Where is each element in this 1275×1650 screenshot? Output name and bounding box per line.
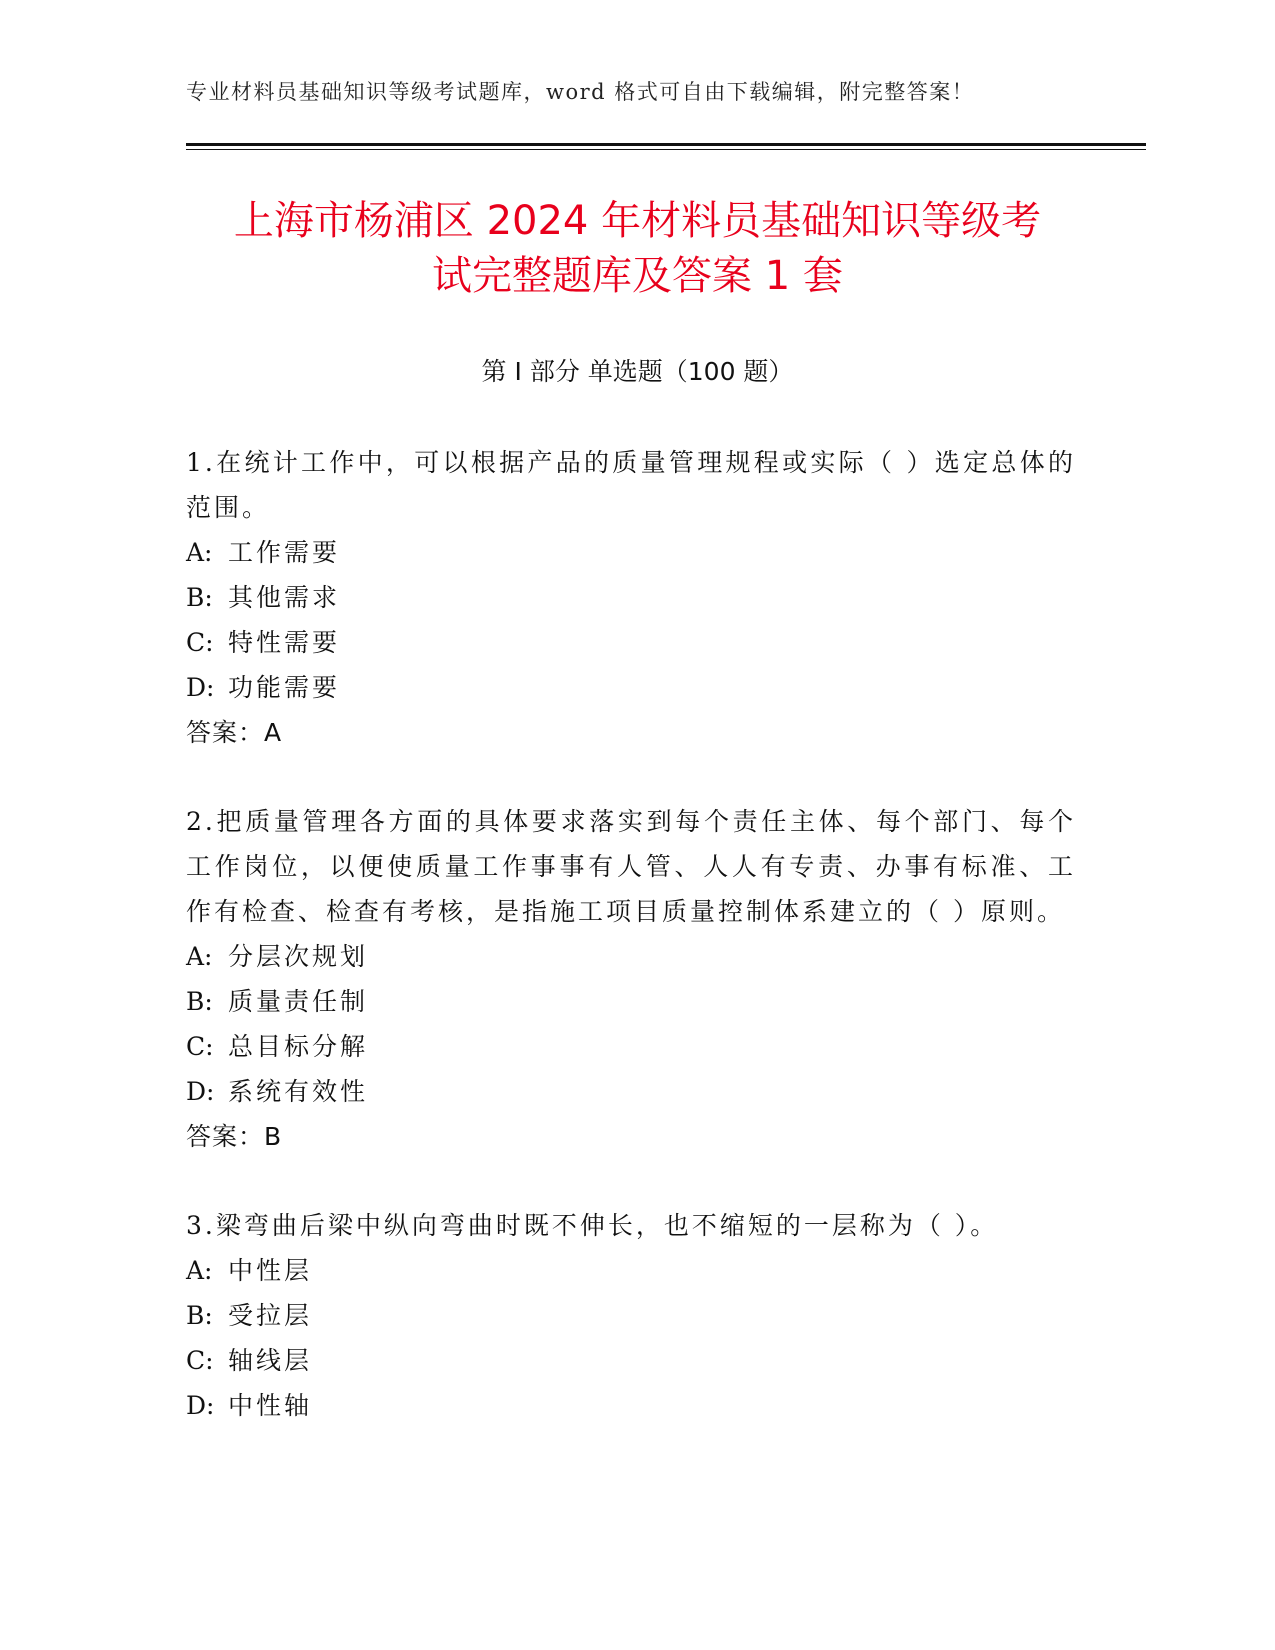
question-text: 1.在统计工作中，可以根据产品的质量管理规程或实际（ ）选定总体的范围。 (186, 448, 1076, 522)
option-letter: D: (186, 1391, 215, 1420)
option-letter: A: (186, 942, 213, 971)
option-letter: A: (186, 538, 213, 567)
option-text: 质量责任制 (228, 987, 369, 1016)
option-b (186, 1293, 1076, 1338)
option-text: 受拉层 (228, 1301, 313, 1330)
option-c (186, 620, 1076, 665)
option-c (186, 1024, 1076, 1069)
option-text: 其他需求 (228, 583, 341, 612)
document-title-line1: 上海市杨浦区 2024 年材料员基础知识等级考 (233, 198, 1042, 244)
option-c (186, 1338, 1076, 1383)
question-text: 2.把质量管理各方面的具体要求落实到每个责任主体、每个部门、每个工作岗位，以便使质量工作事事有人管、人人有专责、办事有标准、工作有检查、检查有考核，是指施工项目质量控制体系建立的（ ）原则。 (186, 807, 1076, 926)
answer-line: 答案：B (186, 1122, 283, 1151)
question-text: 3.梁弯曲后梁中纵向弯曲时既不伸长，也不缩短的一层称为（ ）。 (186, 1211, 999, 1240)
option-letter: D: (186, 673, 215, 702)
header-rule-thin (186, 149, 1146, 150)
header-note: 专业材料员基础知识等级考试题库，word 格式可自由下载编辑，附完整答案！ (186, 80, 975, 104)
option-text: 功能需要 (228, 673, 341, 702)
section-heading: 第 I 部分 单选题（100 题） (481, 357, 794, 386)
question-item (186, 799, 1076, 1159)
option-letter: C: (186, 1346, 214, 1375)
option-text: 工作需要 (228, 538, 341, 567)
option-d (186, 1383, 1076, 1428)
option-text: 总目标分解 (228, 1032, 369, 1061)
option-letter: A: (186, 1256, 213, 1285)
option-text: 轴线层 (228, 1346, 313, 1375)
option-d (186, 665, 1076, 710)
document-title-line2: 试完整题库及答案 1 套 (432, 253, 843, 299)
option-text: 中性轴 (228, 1391, 313, 1420)
question-list (186, 440, 1076, 1472)
option-b (186, 575, 1076, 620)
option-b (186, 979, 1076, 1024)
option-text: 系统有效性 (228, 1077, 369, 1106)
option-letter: C: (186, 1032, 214, 1061)
option-a (186, 934, 1076, 979)
question-item (186, 440, 1076, 755)
option-text: 特性需要 (228, 628, 341, 657)
question-item (186, 1203, 1076, 1428)
answer-line: 答案：A (186, 718, 283, 747)
option-letter: C: (186, 628, 214, 657)
option-letter: B: (186, 1301, 213, 1330)
option-letter: B: (186, 987, 213, 1016)
document-title (140, 194, 1135, 304)
option-d (186, 1069, 1076, 1114)
header-rule-thick (186, 143, 1146, 146)
option-a (186, 530, 1076, 575)
option-letter: D: (186, 1077, 215, 1106)
option-a (186, 1248, 1076, 1293)
option-text: 分层次规划 (228, 942, 369, 971)
option-text: 中性层 (228, 1256, 313, 1285)
option-letter: B: (186, 583, 213, 612)
